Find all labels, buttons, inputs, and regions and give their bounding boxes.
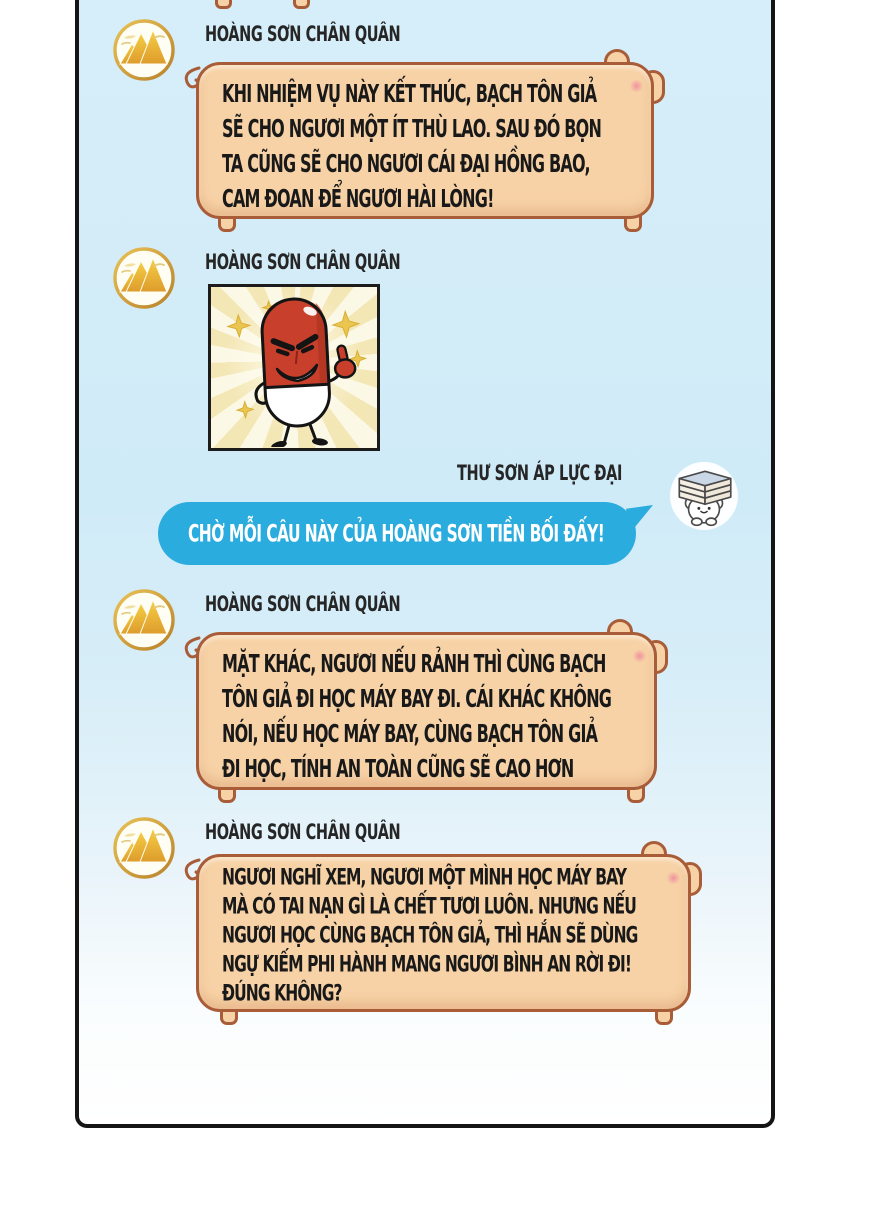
- message-line: ĐI HỌC, TÍNH AN TOÀN CŨNG SẼ CAO HƠN: [222, 753, 574, 784]
- chat-bubble: [196, 854, 691, 1012]
- message-text: [196, 62, 654, 219]
- sender-name: [420, 461, 622, 487]
- sender-name: [205, 820, 400, 846]
- avatar-gold-mountain-icon: [112, 246, 176, 310]
- chat-bubble: [196, 632, 657, 790]
- sender-name: [205, 592, 400, 618]
- previous-bubble-foot: [215, 0, 232, 9]
- message-line: TÔN GIẢ ĐI HỌC MÁY BAY ĐI. CÁI KHÁC KHÔNG: [222, 683, 612, 714]
- message-line: NGƯƠI NGHĨ XEM, NGƯƠI MỘT MÌNH HỌC MÁY BAY: [222, 863, 627, 890]
- sender-name-label: HOÀNG SƠN CHÂN QUÂN: [205, 251, 401, 275]
- message-line: NÓI, NẾU HỌC MÁY BAY, CÙNG BẠCH TÔN GIẢ: [222, 718, 598, 749]
- avatar-gold-mountain-icon: [112, 18, 176, 82]
- message-line: TA CŨNG SẼ CHO NGƯƠI CÁI ĐẠI HỒNG BAO,: [222, 148, 590, 179]
- chat-bubble-blue: [158, 502, 636, 565]
- message-line: CHỜ MỖI CÂU NÀY CỦA HOÀNG SƠN TIỀN BỐI ĐẤY!: [188, 519, 605, 548]
- red-pill-thumbs-up-sticker: [208, 284, 380, 451]
- message-line: MẶT KHÁC, NGƯƠI NẾU RẢNH THÌ CÙNG BẠCH: [222, 648, 606, 679]
- message-line: SẼ CHO NGƯƠI MỘT ÍT THÙ LAO. SAU ĐÓ BỌN: [222, 113, 602, 144]
- avatar-gold-mountain-icon: [112, 816, 176, 880]
- message-line: NGỰ KIẾM PHI HÀNH MANG NGƯƠI BÌNH AN RỜI ĐI!: [222, 950, 632, 977]
- message-line: CAM ĐOAN ĐỂ NGƯƠI HÀI LÒNG!: [222, 183, 494, 214]
- avatar-gold-mountain-icon: [112, 588, 176, 652]
- sender-name: [205, 250, 400, 276]
- message-line: KHI NHIỆM VỤ NÀY KẾT THÚC, BẠCH TÔN GIẢ: [222, 78, 597, 109]
- message-line: NGƯƠI HỌC CÙNG BẠCH TÔN GIẢ, THÌ HẮN SẼ DÙNG: [222, 921, 638, 948]
- sender-name-label: THƯ SƠN ÁP LỰC ĐẠI: [457, 462, 622, 486]
- sender-name: [205, 22, 400, 48]
- sender-name-label: HOÀNG SƠN CHÂN QUÂN: [205, 593, 401, 617]
- bubble-body: [158, 502, 636, 565]
- avatar-book-stack-blob-icon: [669, 461, 739, 531]
- message-line: MÀ CÓ TAI NẠN GÌ LÀ CHẾT TƯƠI LUÔN. NHƯNG NẾU: [222, 892, 636, 919]
- message-line: ĐÚNG KHÔNG?: [222, 979, 342, 1006]
- sender-name-label: HOÀNG SƠN CHÂN QUÂN: [205, 23, 401, 47]
- message-text: [196, 632, 657, 790]
- message-text: [196, 854, 691, 1012]
- chat-bubble: [196, 62, 654, 219]
- previous-bubble-foot: [293, 0, 310, 9]
- sender-name-label: HOÀNG SƠN CHÂN QUÂN: [205, 821, 401, 845]
